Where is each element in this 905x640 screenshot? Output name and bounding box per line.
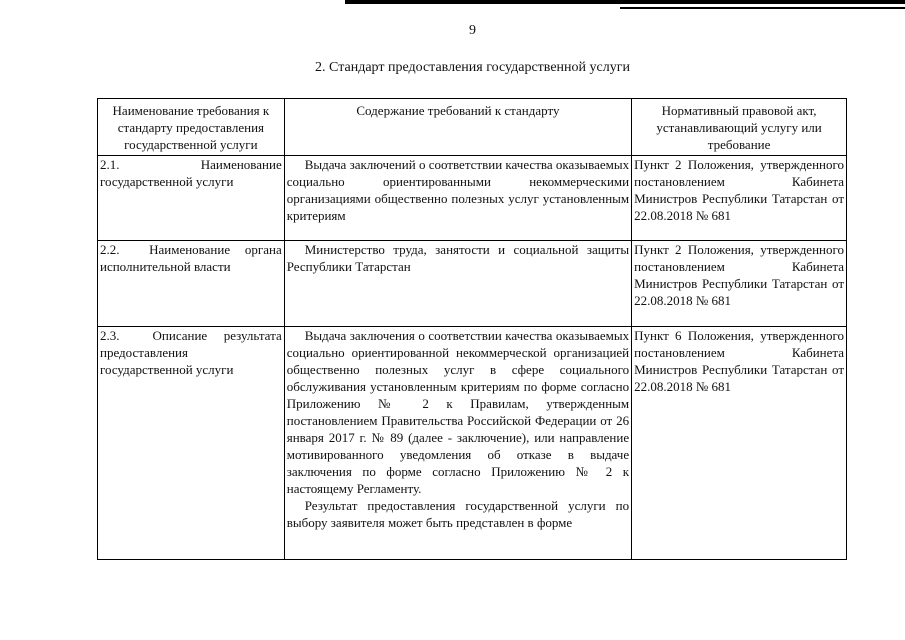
scan-top-edge-secondary xyxy=(620,7,905,9)
row-content: Выдача заключения о соответствии качества оказываемых социально ориентированной некоммерческой организацией общественно полезных услуг в сфере социального обслуживания установленным критериям по форме согласно Приложению № 2 к Правилам, утвержденным постановлением Правительства Российской Федерации от 26 января 2017 г. № 89 (далее - заключение), или направление мотивированного уведомления об отказе в выдаче заключения по форме согласно Приложению № 2 к настоящему Регламенту. Результат предоставления государственной услуги по выбору заявителя может быть представлен в форме xyxy=(284,327,631,560)
header-legal-act: Нормативный правовой акт, устанавливающий услугу или требование xyxy=(632,99,847,156)
header-requirement-name: Наименование требования к стандарту предоставления государственной услуги xyxy=(98,99,285,156)
row-number: 2.2. xyxy=(100,242,120,257)
table-header-row xyxy=(98,99,847,156)
row-requirement-name xyxy=(98,241,285,327)
page-number: 9 xyxy=(469,23,476,38)
table-row xyxy=(98,156,847,241)
row-legal-act: Пункт 2 Положения, утвержденного постановлением Кабинета Министров Республики Татарстан от 22.08.2018 № 681 xyxy=(632,156,847,241)
row-requirement-name xyxy=(98,156,285,241)
table-row xyxy=(98,327,847,560)
row-content: Министерство труда, занятости и социальной защиты Республики Татарстан xyxy=(284,241,631,327)
row-legal-act: Пункт 6 Положения, утвержденного постановлением Кабинета Министров Республики Татарстан от 22.08.2018 № 681 xyxy=(632,327,847,560)
row-name: Описание результата предоставления государственной услуги xyxy=(100,328,282,377)
row-number: 2.1. xyxy=(100,157,120,172)
row-requirement-name xyxy=(98,327,285,560)
requirements-table xyxy=(97,98,847,560)
row-legal-act: Пункт 2 Положения, утвержденного постановлением Кабинета Министров Республики Татарстан от 22.08.2018 № 681 xyxy=(632,241,847,327)
section-title: 2. Стандарт предоставления государственной услуги xyxy=(315,60,630,75)
header-requirement-content: Содержание требований к стандарту xyxy=(284,99,631,156)
row-name-first: Наименование xyxy=(200,157,282,172)
row-name: Наименование органа исполнительной власти xyxy=(100,242,282,274)
row-number: 2.3. xyxy=(100,328,120,343)
row-name-rest: государственной услуги xyxy=(100,174,234,189)
row-content: Выдача заключений о соответствии качества оказываемых социально ориентированными некоммерческими организациями общественно полезных услуг установленным критериям xyxy=(284,156,631,241)
table-row xyxy=(98,241,847,327)
scan-top-edge xyxy=(345,0,905,4)
